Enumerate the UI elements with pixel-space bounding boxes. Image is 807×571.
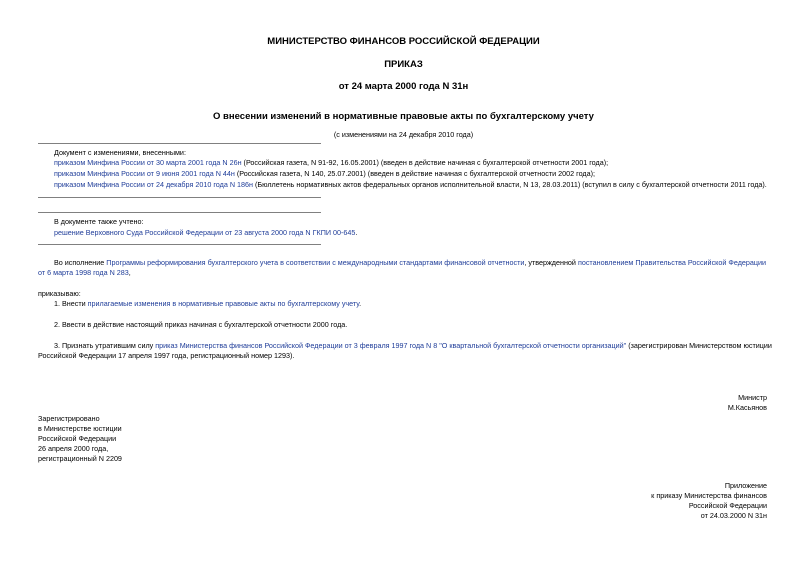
preamble-text: ,	[128, 268, 131, 277]
registration-line: регистрационный N 2209	[38, 454, 122, 463]
change-link-3[interactable]: приказом Минфина России от 24 декабря 2010 года N 186н	[54, 180, 253, 189]
also-item	[54, 228, 357, 238]
supreme-court-decision-link[interactable]: решение Верховного Суда Российской Федерации от 23 августа 2000 года N ГКПИ 00-645	[54, 228, 356, 237]
registration-line: Российской Федерации	[38, 434, 117, 443]
change-link-2[interactable]: приказом Минфина России от 9 июня 2001 года N 44н	[54, 169, 235, 178]
change-item	[54, 169, 595, 179]
change-text-2: (Российская газета, N 140, 25.07.2001) (введен в действие начиная с бухгалтерской отчетности 2002 года);	[234, 169, 595, 178]
also-tail: .	[355, 228, 358, 237]
order-item-text: .	[359, 299, 362, 308]
doc-date-heading: от 24 марта 2000 года N 31н	[338, 81, 469, 92]
order-item-1	[54, 299, 361, 309]
changes-intro: Документ с изменениями, внесенными:	[54, 148, 186, 157]
appendix-line: к приказу Министерства финансов	[651, 491, 767, 500]
divider	[38, 197, 321, 198]
order-verb: приказываю:	[38, 289, 81, 298]
doc-title: О внесении изменений в нормативные правовые акты по бухгалтерскому учету	[213, 111, 594, 122]
also-intro: В документе также учтено:	[54, 217, 144, 226]
change-item	[54, 180, 767, 190]
divider	[38, 212, 321, 213]
divider	[38, 143, 321, 144]
reform-program-link[interactable]: Программы реформирования бухгалтерского учета в соответствии с международными стандартами финансовой отчетности	[106, 258, 525, 267]
preamble-text: Во исполнение	[54, 258, 107, 267]
ministry-heading: МИНИСТЕРСТВО ФИНАНСОВ РОССИЙСКОЙ ФЕДЕРАЦИИ	[267, 36, 540, 47]
signer-position: Министр	[738, 393, 767, 402]
attached-changes-link[interactable]: прилагаемые изменения в нормативные правовые акты по бухгалтерскому учету	[87, 299, 360, 308]
order-item-text: 3. Признать утратившим силу	[54, 341, 156, 350]
appendix-line: Приложение	[724, 481, 767, 490]
preamble-text: , утвержденной	[524, 258, 578, 267]
preamble-line-2	[38, 268, 131, 278]
appendix-line: Российской Федерации	[688, 501, 767, 510]
registration-line: 26 апреля 2000 года,	[38, 444, 109, 453]
divider	[38, 244, 321, 245]
government-decree-date-link[interactable]: от 6 марта 1998 года N 283	[38, 268, 129, 277]
order-item-text: (зарегистрирован Министерством юстиции	[626, 341, 772, 350]
change-text-3: (Бюллетень нормативных актов федеральных органов исполнительной власти, N 13, 28.03.2011) (вступил в силу с бухгалтерской отчетности 2011 года).	[253, 180, 767, 189]
change-link-1[interactable]: приказом Минфина России от 30 марта 2001 года N 26н	[54, 158, 242, 167]
preamble-line-1	[54, 258, 766, 268]
signer-name: М.Касьянов	[727, 403, 767, 412]
order-item-3-cont: Российской Федерации 17 апреля 1997 года, регистрационный номер 1293).	[38, 351, 295, 360]
amendment-note: (с изменениями на 24 декабря 2010 года)	[333, 130, 474, 139]
change-item	[54, 158, 608, 168]
registration-line: Зарегистрировано	[38, 414, 100, 423]
appendix-line: от 24.03.2000 N 31н	[700, 511, 767, 520]
government-decree-link[interactable]: постановлением Правительства Российской Федерации	[577, 258, 767, 267]
doc-type-heading: ПРИКАЗ	[384, 59, 423, 70]
order-item-3	[54, 341, 772, 351]
repealed-order-link[interactable]: приказ Министерства финансов Российской Федерации от 3 февраля 1997 года N 8 "О квартальной бухгалтерской отчетности организаций"	[155, 341, 627, 350]
registration-line: в Министерстве юстиции	[38, 424, 122, 433]
change-text-1: (Российская газета, N 91-92, 16.05.2001) (введен в действие начиная с бухгалтерской отчетности 2001 года);	[241, 158, 609, 167]
order-item-2: 2. Ввести в действие настоящий приказ начиная с бухгалтерской отчетности 2000 года.	[54, 320, 348, 329]
order-item-text: 1. Внести	[54, 299, 88, 308]
